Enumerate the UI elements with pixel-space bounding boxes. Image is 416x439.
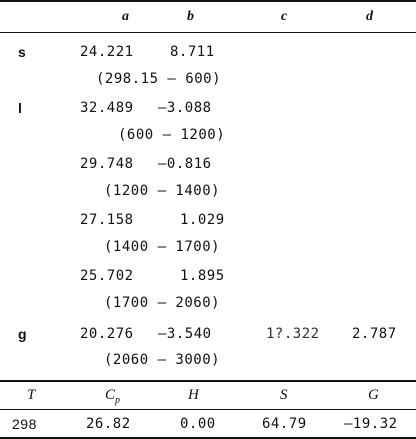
value-t: 298: [12, 416, 37, 432]
phase-label: s: [18, 44, 26, 60]
col-header-g: G: [368, 387, 379, 403]
coef-a: 25.702: [80, 268, 134, 284]
coef-b: —3.540: [158, 326, 212, 342]
col-header-d: d: [366, 9, 373, 24]
coef-b: 1.895: [180, 268, 225, 284]
coef-b: —3.088: [158, 100, 212, 116]
col-header-b: b: [187, 9, 194, 24]
temperature-range: (600 — 1200): [118, 127, 226, 143]
col-header-cp: [105, 387, 121, 406]
table-header-rule: [0, 32, 416, 33]
phase-label: l: [18, 100, 22, 116]
coef-b: 8.711: [170, 44, 215, 60]
col-header-a: a: [122, 9, 129, 24]
coef-a: 32.489: [80, 100, 134, 116]
value-g: —19.32: [344, 416, 398, 432]
phase-label: g: [18, 326, 27, 342]
temperature-range: (1400 — 1700): [104, 239, 221, 255]
col-header-s: S: [280, 387, 288, 403]
value-cp: 26.82: [86, 416, 131, 432]
cp-subscript: p: [115, 395, 121, 406]
coef-c: 1?.322: [266, 326, 320, 342]
value-h: 0.00: [180, 416, 216, 432]
temperature-range: (1200 — 1400): [104, 183, 221, 199]
value-s: 64.79: [262, 416, 307, 432]
col-header-t: T: [27, 387, 36, 403]
table-top-rule: [0, 0, 416, 2]
temperature-range: (1700 — 2060): [104, 295, 221, 311]
coef-a: 29.748: [80, 156, 134, 172]
coef-a: 24.221: [80, 44, 134, 60]
cp-symbol: C: [105, 387, 116, 403]
col-header-c: c: [281, 9, 288, 24]
coef-a: 27.158: [80, 212, 134, 228]
coef-b: —0.816: [158, 156, 212, 172]
thermo-header-rule: [0, 409, 416, 410]
thermo-table-top-rule: [0, 380, 416, 382]
coef-d: 2.787: [352, 326, 397, 342]
temperature-range: (298.15 — 600): [96, 71, 222, 87]
temperature-range: (2060 — 3000): [104, 352, 221, 368]
coef-b: 1.029: [180, 212, 225, 228]
col-header-h: H: [188, 387, 199, 403]
coef-a: 20.276: [80, 326, 134, 342]
